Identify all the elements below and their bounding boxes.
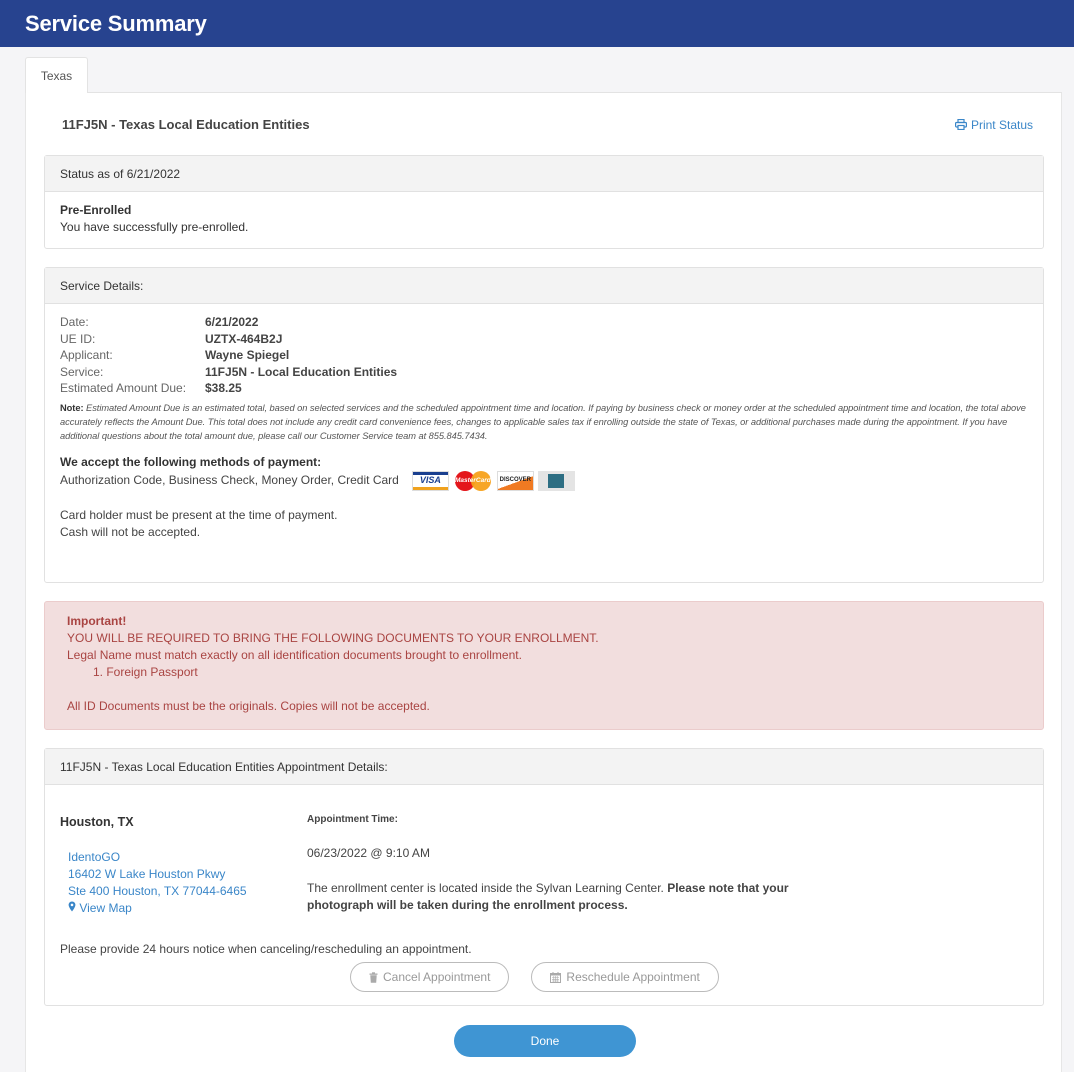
tab-bar bbox=[0, 47, 1074, 92]
status-panel-heading: Status as of 6/21/2022 bbox=[45, 156, 1043, 192]
service-label: Service: bbox=[60, 364, 104, 379]
appointment-actions bbox=[350, 962, 719, 992]
card-holder-note: Card holder must be present at the time of payment. bbox=[60, 507, 338, 522]
address-line-2[interactable]: Ste 400 Houston, TX 77044-6465 bbox=[68, 884, 247, 898]
location-city: Houston, TX bbox=[60, 815, 134, 829]
status-message: You have successfully pre-enrolled. bbox=[60, 220, 249, 234]
printer-icon bbox=[955, 119, 967, 130]
map-marker-icon bbox=[68, 901, 76, 912]
appointment-time-label: Appointment Time: bbox=[307, 814, 398, 825]
alert-title: Important! bbox=[67, 614, 127, 628]
amount-due-value: $38.25 bbox=[205, 381, 242, 395]
address-line-1[interactable]: 16402 W Lake Houston Pkwy bbox=[68, 867, 226, 881]
applicant-label: Applicant: bbox=[60, 348, 113, 362]
applicant-value: Wayne Spiegel bbox=[205, 348, 290, 362]
service-title: 11FJ5N - Texas Local Education Entities bbox=[62, 117, 310, 132]
tab-texas[interactable]: Texas bbox=[25, 57, 88, 93]
service-details-heading: Service Details: bbox=[45, 268, 1043, 304]
print-status-label: Print Status bbox=[970, 117, 1033, 132]
cancel-appointment-label: Cancel Appointment bbox=[383, 970, 491, 984]
calendar-icon bbox=[550, 972, 561, 983]
amex-icon bbox=[538, 471, 575, 491]
cancel-notice: Please provide 24 hours notice when canceling/rescheduling an appointment. bbox=[60, 942, 472, 956]
appointment-time-value: 06/23/2022 @ 9:10 AM bbox=[307, 846, 430, 860]
important-alert bbox=[44, 601, 1044, 730]
payment-heading: We accept the following methods of payment: bbox=[60, 454, 322, 469]
appointment-heading: 11FJ5N - Texas Local Education Entities Appointment Details: bbox=[45, 749, 1043, 785]
title-row bbox=[62, 117, 1033, 132]
required-document: 1. Foreign Passport bbox=[93, 665, 198, 679]
note-label: Note: bbox=[60, 402, 84, 413]
payment-methods-row bbox=[60, 471, 1028, 491]
view-map-link[interactable] bbox=[68, 900, 247, 917]
amount-note bbox=[60, 401, 1028, 443]
header-bar bbox=[0, 0, 1074, 47]
reschedule-appointment-button[interactable] bbox=[531, 962, 718, 992]
amount-due-label: Estimated Amount Due: bbox=[60, 381, 187, 395]
info-bold: Please note that your photograph will be taken during the enrollment process. bbox=[307, 881, 789, 912]
trash-icon bbox=[369, 972, 378, 983]
print-status-link[interactable] bbox=[955, 118, 1033, 132]
date-label: Date: bbox=[60, 315, 89, 329]
reschedule-appointment-label: Reschedule Appointment bbox=[566, 970, 700, 984]
location-address bbox=[68, 849, 247, 917]
cash-note: Cash will not be accepted. bbox=[60, 524, 201, 539]
alert-footer: All ID Documents must be the originals. Copies will not be accepted. bbox=[67, 699, 430, 713]
tab-content bbox=[25, 92, 1062, 1072]
location-name-link[interactable]: IdentoGO bbox=[68, 850, 121, 864]
service-details-panel bbox=[44, 267, 1044, 583]
appointment-info bbox=[307, 880, 847, 914]
ueid-value: UZTX-464B2J bbox=[205, 331, 283, 346]
payment-methods: Authorization Code, Business Check, Money Order, Credit Card bbox=[60, 473, 399, 487]
page-header-title: Service Summary bbox=[25, 10, 207, 36]
info-text: The enrollment center is located inside the Sylvan Learning Center. bbox=[307, 881, 668, 895]
status-panel bbox=[44, 155, 1044, 249]
service-value: 11FJ5N - Local Education Entities bbox=[205, 364, 398, 379]
status-value: Pre-Enrolled bbox=[60, 203, 132, 217]
view-map-label: View Map bbox=[79, 901, 132, 915]
details-list bbox=[60, 314, 1028, 397]
cancel-appointment-button[interactable] bbox=[350, 962, 509, 992]
card-logos bbox=[412, 471, 575, 491]
alert-line-2: Legal Name must match exactly on all identification documents brought to enrollment. bbox=[67, 648, 522, 662]
date-value: 6/21/2022 bbox=[205, 315, 259, 329]
mastercard-icon: MasterCard bbox=[453, 471, 493, 491]
ueid-label: UE ID: bbox=[60, 331, 96, 346]
discover-icon: DISCOVER bbox=[497, 471, 534, 491]
visa-icon: VISA bbox=[412, 471, 449, 491]
alert-line-1: YOU WILL BE REQUIRED TO BRING THE FOLLOWING DOCUMENTS TO YOUR ENROLLMENT. bbox=[67, 631, 599, 645]
appointment-panel bbox=[44, 748, 1044, 1006]
note-text: Estimated Amount Due is an estimated total, based on selected services and the scheduled appointment time and location. If paying by business check or money order at the scheduled appointment time and location, the total above accurately reflects the Amount Due. This total does not include any credit card convenience fees, changes to applicable sales tax if enrolling outside the state of Texas, or additional purchases made during the appointment. If you have additional questions about the total amount due, please call our Customer Service team at 855.845.7434. bbox=[60, 402, 1026, 441]
done-button[interactable]: Done bbox=[454, 1025, 636, 1057]
